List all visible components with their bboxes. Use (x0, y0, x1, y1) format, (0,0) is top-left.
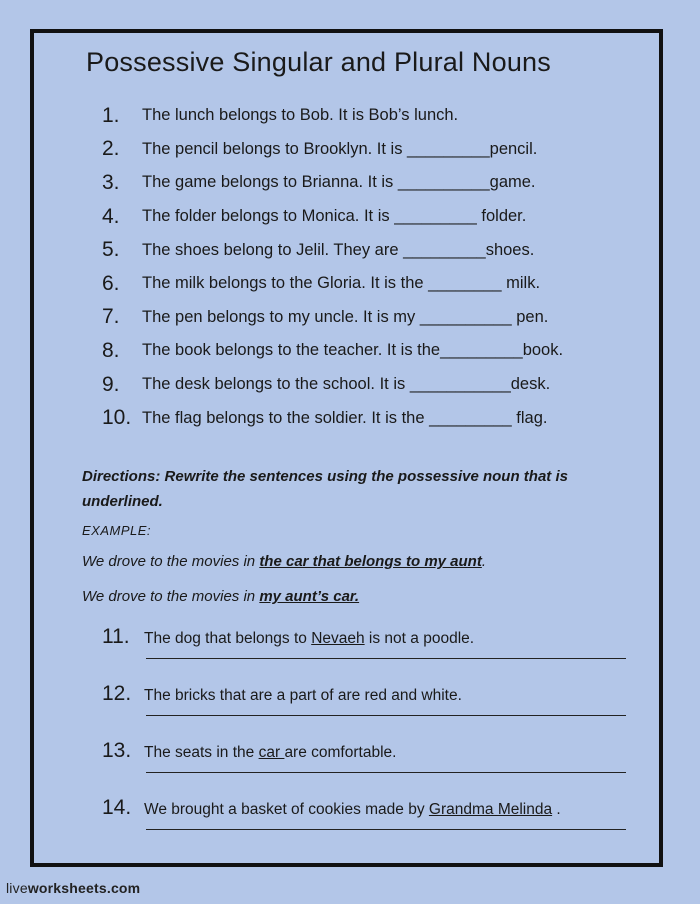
rewrite-underlined-word: Grandma Melinda (428, 801, 553, 818)
question-number: 5. (102, 238, 120, 262)
question-text: The milk belongs to the Gloria. It is the ________ milk. (142, 274, 541, 293)
question-number: 1. (102, 103, 120, 127)
rewrite-sentence (144, 687, 462, 705)
question-row-6 (102, 267, 563, 301)
example-prefix: We drove to the movies in (82, 588, 260, 605)
directions-text: Directions: Rewrite the sentences using the possessive noun that is underlined. (82, 468, 568, 510)
question-row-10 (102, 401, 563, 435)
rewrite-number: 13. (102, 739, 132, 762)
question-text: The desk belongs to the school. It is ___________desk. (142, 375, 551, 394)
rewrite-sentence (144, 801, 561, 819)
question-number: 8. (102, 338, 120, 362)
question-text: The book belongs to the teacher. It is the_________book. (142, 341, 564, 360)
rewrite-text-pre: We brought a basket of cookies made by (144, 801, 429, 818)
question-row-4 (102, 200, 563, 234)
question-number: 3. (102, 170, 120, 194)
example-underlined-phrase: my aunt’s car. (259, 588, 360, 605)
rewrite-item-14 (102, 796, 632, 830)
question-text: The lunch belongs to Bob. It is Bob’s lunch. (142, 106, 459, 125)
question-row-1 (102, 99, 563, 133)
question-text: The shoes belong to Jelil. They are _________shoes. (142, 240, 535, 259)
question-number: 6. (102, 271, 120, 295)
answer-line[interactable] (146, 657, 626, 659)
question-row-8 (102, 334, 563, 368)
rewrite-sentence (144, 630, 474, 648)
question-number: 10. (102, 406, 132, 430)
question-text: The pen belongs to my uncle. It is my __________ pen. (142, 307, 549, 326)
question-number: 7. (102, 305, 120, 329)
question-row-2 (102, 133, 563, 167)
rewrite-text-pre: The seats in the (144, 744, 259, 761)
example-sentence-rewritten (82, 588, 359, 605)
rewrite-sentence (144, 744, 396, 762)
rewrite-text-post: are comfortable. (284, 744, 397, 761)
question-row-9 (102, 368, 563, 402)
rewrite-underlined-word: car (258, 744, 285, 761)
example-sentence-original (82, 553, 486, 570)
question-row-5 (102, 233, 563, 267)
rewrite-text-pre: The bricks that are a part of are red and white. (144, 687, 462, 704)
rewrite-number: 14. (102, 796, 132, 819)
answer-line[interactable] (146, 828, 626, 830)
question-text: The pencil belongs to Brooklyn. It is _________pencil. (142, 139, 538, 158)
example-suffix: . (481, 553, 487, 570)
liveworksheets-logo (6, 880, 140, 896)
logo-prefix: live (6, 880, 28, 896)
page-title: Possessive Singular and Plural Nouns (86, 47, 551, 77)
rewrite-underlined-word: Nevaeh (311, 630, 365, 647)
rewrite-item-12 (102, 682, 632, 716)
question-number: 2. (102, 137, 120, 161)
rewrite-text-pre: The dog that belongs to (144, 630, 312, 647)
question-row-7 (102, 301, 563, 335)
logo-suffix: .com (106, 880, 141, 896)
rewrite-item-13 (102, 739, 632, 773)
question-number: 4. (102, 204, 120, 228)
question-text: The game belongs to Brianna. It is __________game. (142, 173, 536, 192)
answer-line[interactable] (146, 714, 626, 716)
rewrite-text-post: . (552, 801, 561, 818)
question-number: 9. (102, 372, 120, 396)
answer-line[interactable] (146, 771, 626, 773)
question-row-3 (102, 166, 563, 200)
rewrite-text-post: is not a poodle. (364, 630, 475, 647)
worksheet-frame (30, 29, 663, 867)
example-label: EXAMPLE: (82, 523, 152, 538)
rewrite-number: 11. (102, 625, 130, 648)
example-prefix: We drove to the movies in (82, 553, 260, 570)
logo-brand: worksheets (27, 880, 107, 896)
question-list (102, 99, 563, 435)
question-text: The flag belongs to the soldier. It is the _________ flag. (142, 408, 548, 427)
rewrite-number: 12. (102, 682, 132, 705)
question-text: The folder belongs to Monica. It is _________ folder. (142, 207, 527, 226)
rewrite-item-11 (102, 625, 632, 659)
example-underlined-phrase: the car that belongs to my aunt (259, 553, 482, 570)
